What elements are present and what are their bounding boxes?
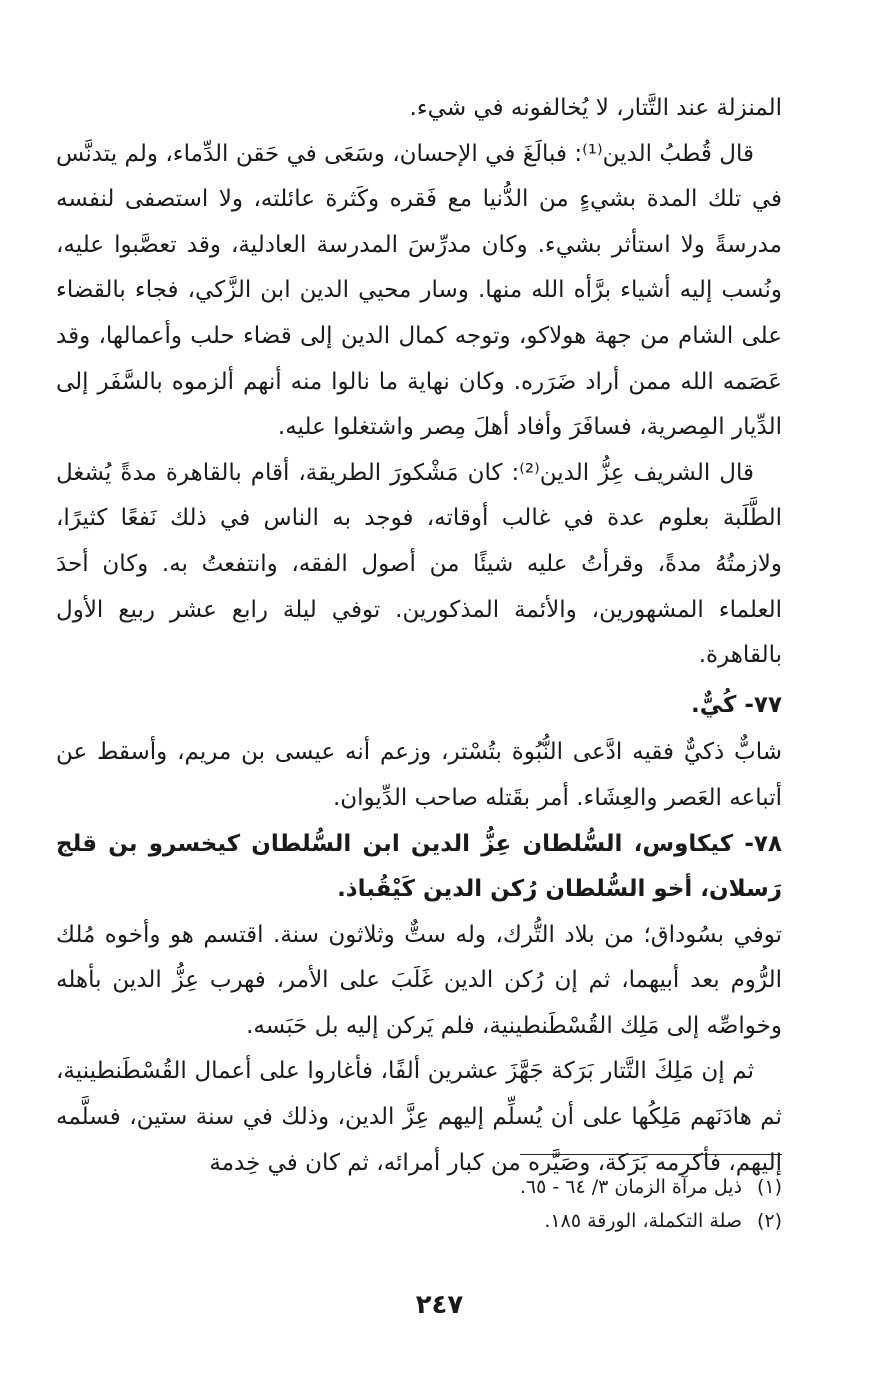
footnotes bbox=[56, 1170, 782, 1238]
footnote-2 bbox=[56, 1204, 782, 1238]
main-text bbox=[56, 86, 782, 1186]
entry-78-paragraph-2: ثم إن مَلِكَ التَّتار بَرَكة جَهَّزَ عشرين ألفًا، فأغاروا على أعمال القُسْطَنطينية، ثم هادَنَهم مَلِكُها على أن يُسلِّم إليهم عِزَّ الدين، وذلك في سنة ستين، فسلَّمه إليهم، فأكرمه بَرَكة، وصَيَّره من كبار أمرائه، ثم كان في خِدمة bbox=[56, 1058, 782, 1176]
entry-77-text: شابٌّ ذكيٌّ فقيه ادَّعى النُّبُوة بتُسْتر، وزعم أنه عيسى بن مريم، وأسقط عن أتباعه العَصر والعِشَاء. أمر بقَتله صاحب الدِّيوان. bbox=[56, 739, 782, 811]
entry-78-paragraph-1: توفي بسُوداق؛ من بلاد التُّرك، وله ستٌّ وثلاثون سنة. اقتسم هو وأخوه مُلك الرُّوم بعد أبيهما، ثم إن رُكن الدين غَلَبَ على الأمر، فهرب عِزُّ الدين بأهله وخواصِّه إلى مَلِك القُسْطَنطينية، فلم يَركن إليه بل حَبَسه. bbox=[56, 921, 782, 1039]
entry-78-heading: ٧٨- كيكاوس، السُّلطان عِزُّ الدين ابن السُّلطان كيخسرو بن قلج رَسلان، أخو السُّلطان رُكن الدين كَيْقُباذ. bbox=[56, 830, 782, 903]
footnote-2-number: (٢) bbox=[756, 1210, 782, 1232]
footnote-1-text: ذيل مرآة الزمان ٣/ ٦٤ - ٦٥. bbox=[519, 1176, 742, 1198]
paragraph-izz-al-din: قال الشريف عِزُّ الدين⁽²⁾: كان مَشْكورَ الطريقة، أقام بالقاهرة مدةً يُشغل الطَّلَبة بعلوم عدة في غالب أوقاته، فوجد به الناس في ذلك نَفعًا كثيرًا، ولازمتُهُ مدةً، وقرأتُ عليه شيئًا من أصول الفقه، وانتفعتُ به. وكان أحدَ العلماء المشهورين، والأئمة المذكورين. توفي ليلة رابع عشر ربيع الأول بالقاهرة. bbox=[56, 459, 782, 669]
footnote-1 bbox=[56, 1170, 782, 1204]
entry-77-heading: ٧٧- كُيٌّ. bbox=[690, 691, 782, 718]
paragraph-continuation: المنزلة عند التَّتار، لا يُخالفونه في شيء. bbox=[409, 95, 782, 121]
footnote-2-text: صلة التكملة، الورقة ١٨٥. bbox=[544, 1210, 742, 1232]
footnote-1-number: (١) bbox=[756, 1176, 782, 1198]
footnote-divider bbox=[520, 1154, 782, 1155]
page-number: ٢٤٧ bbox=[415, 1290, 464, 1320]
paragraph-qutb-al-din: قال قُطبُ الدين⁽¹⁾: فبالَغَ في الإحسان، وسَعَى في حَقن الدِّماء، ولم يتدنَّس في تلك المدة بشيءٍ من الدُّنيا مع فَقره وكَثرة عائلته، ولا استصفى لنفسه مدرسةً ولا استأثر بشيء. وكان مدرِّسَ المدرسة العادلية، وقد تعصَّبوا عليه، ونُسب إليه أشياء برَّأه الله منها. وسار محيي الدين ابن الزَّكي، فجاء بالقضاء على الشام من جهة هولاكو، وتوجه كمال الدين إلى قضاء حلب وأعمالها، وقد عَصَمه الله ممن أراد ضَرَره. وكان نهاية ما نالوا منه أنهم ألزموه بالسَّفَر إلى الدِّيار المِصرية، فسافَرَ وأفاد أهلَ مِصر واشتغلوا عليه. bbox=[56, 140, 782, 441]
